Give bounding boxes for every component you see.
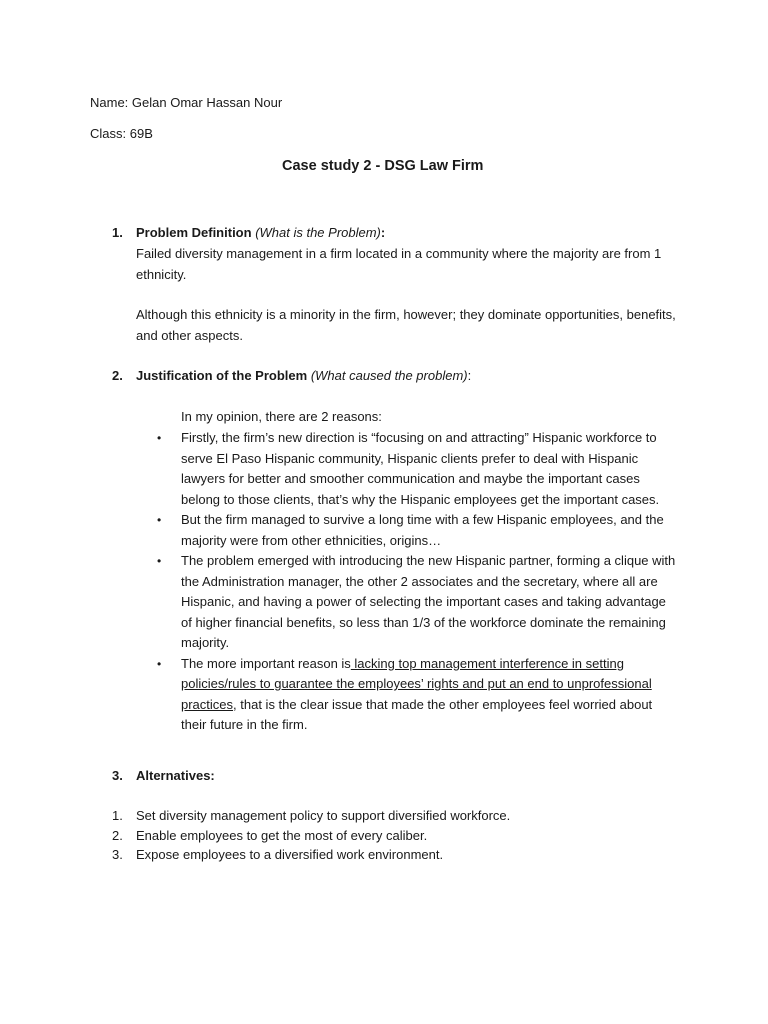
list-item [112, 845, 510, 865]
bullet-icon: • [157, 513, 162, 527]
item-number: 3. [112, 847, 123, 862]
section1-heading-italic: (What is the Problem) [255, 225, 381, 240]
item-number: 1. [112, 808, 123, 823]
class-line: Class: 69B [90, 126, 153, 141]
bullet-text: Firstly, the firm’s new direction is “focusing on and attracting” Hispanic workforce to serve El Paso Hispanic community, Hispanic clients prefer to deal with Hispanic lawyers for better and smoother communication and maybe the important cases belong to those clients, that’s why the Hispanic employees get the important cases. [181, 430, 660, 507]
section2-heading-colon: : [467, 368, 472, 383]
item-text: Set diversity management policy to support diversified workforce. [136, 808, 511, 823]
document-title: Case study 2 - DSG Law Firm [282, 158, 484, 174]
underlined-text: lacking top management interference in setting policies/rules to guarantee the employees’ rights and put an end to unprofessional practices [181, 655, 652, 712]
bullet-text: The problem emerged with introducing the new Hispanic partner, forming a clique with the Administration manager, the other 2 associates and the secretary, where all are Hispanic, and having a power of selecting the important cases and taking advantage of higher financial benefits, so less than 1/3 of the workforce dominate the remaining majority. [181, 553, 676, 650]
item-text: Expose employees to a diversified work environment. [136, 847, 444, 862]
bullet-icon: • [157, 431, 162, 445]
bullet-text-suffix: , that is the clear issue that made the other employees feel worried about their future in the firm. [181, 696, 653, 732]
section2-number: 2. [112, 368, 123, 383]
bullet-text: But the firm managed to survive a long time with a few Hispanic employees, and the majority were from other ethnicities, origins… [181, 512, 664, 548]
bullet-text-prefix: The more important reason is [181, 655, 351, 671]
item-number: 2. [112, 827, 123, 843]
list-item [112, 826, 510, 846]
bullet-text [181, 656, 652, 733]
student-name: Name: Gelan Omar Hassan Nour [90, 95, 283, 110]
section1-heading [136, 223, 385, 243]
section1-number: 1. [112, 225, 123, 240]
section2-heading-text: Justification of the Problem [136, 368, 308, 383]
section1-paragraph-1: Failed diversity management in a firm located in a community where the majority are from 1 ethnicity. [136, 246, 662, 282]
bullet-icon: • [157, 554, 162, 568]
section2-intro: In my opinion, there are 2 reasons: [181, 409, 382, 424]
section2-heading-italic: (What caused the problem) [310, 368, 468, 383]
list-item [112, 806, 510, 826]
list-item [157, 428, 677, 510]
item-text: Enable employees to get the most of every caliber. [136, 827, 428, 843]
list-item [157, 654, 677, 736]
section2-heading [136, 366, 471, 386]
list-item [157, 510, 677, 551]
reasons-bullet-list [157, 428, 677, 736]
section1-heading-colon: : [380, 225, 386, 240]
list-item [157, 551, 677, 654]
section3-heading: Alternatives: [136, 768, 215, 783]
section1-paragraph-2: Although this ethnicity is a minority in the firm, however; they dominate opportunities, benefits, and other aspects. [136, 307, 676, 343]
bullet-icon: • [157, 656, 162, 671]
section3-number: 3. [112, 768, 123, 783]
section1-heading-text: Problem Definition [136, 225, 252, 240]
alternatives-list [112, 806, 510, 865]
